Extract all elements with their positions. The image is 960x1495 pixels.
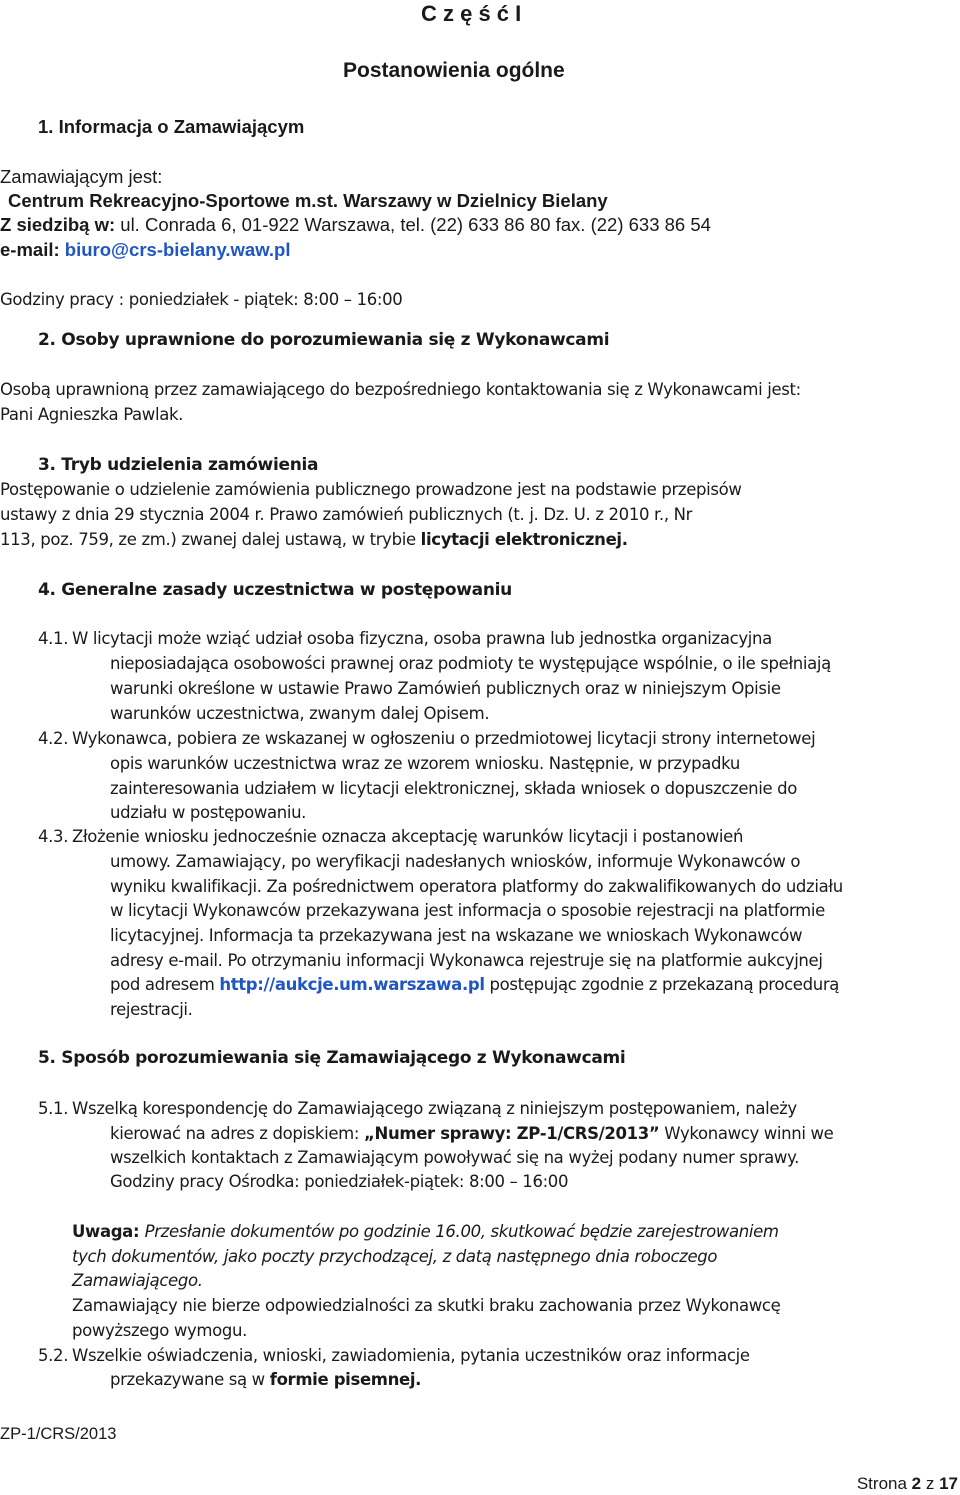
paragraph-4-1-line: W licytacji może wziąć udział osoba fizyczna, osoba prawna lub jednostka organizacyjna (72, 629, 772, 648)
section-5-heading: 5. Sposób porozumiewania się Zamawiającego z Wykonawcami (38, 1048, 626, 1068)
paragraph-5-1-line: Wszelką korespondencję do Zamawiającego związaną z niniejszym postępowaniem, należy (72, 1099, 797, 1118)
paragraph-4-3-number: 4.3. (38, 827, 69, 846)
paragraph-5-1-number: 5.1. (38, 1099, 69, 1118)
auction-mode: licytacji elektronicznej. (420, 530, 628, 549)
auction-platform-link[interactable]: http://aukcje.um.warszawa.pl (219, 975, 485, 994)
office-hours: Godziny pracy : poniedziałek - piątek: 8:00 – 16:00 (0, 290, 403, 309)
paragraph-4-3-line: w licytacji Wykonawców przekazywana jest informacja o sposobie rejestracji na platformie (110, 901, 825, 920)
page-label: Strona (856, 1474, 912, 1493)
note-line-2: tych dokumentów, jako poczty przychodzącej, z datą następnego dnia roboczego (72, 1247, 718, 1266)
paragraph-4-3-line: umowy. Zamawiający, po weryfikacji nadesłanych wniosków, informuje Wykonawców o (110, 852, 801, 871)
address-line (0, 214, 711, 236)
paragraph-4-3-text: pod adresem (110, 975, 220, 994)
email-link[interactable]: biuro@crs-bielany.waw.pl (64, 239, 291, 260)
paragraph-5-1-line (110, 1124, 833, 1143)
paragraph-4-1-line: nieposiadająca osobowości prawnej oraz podmioty te występujące wspólnie, o ile spełniają (110, 654, 831, 673)
page-number (857, 1474, 958, 1494)
paragraph-4-2-line: opis warunków uczestnictwa wraz ze wzorem wniosku. Następnie, w przypadku (110, 754, 740, 773)
org-name: Centrum Rekreacyjno-Sportowe m.st. Warszawy w Dzielnicy Bielany (8, 190, 608, 211)
paragraph-5-2-line (110, 1370, 421, 1389)
paragraph-5-1-text: Wykonawcy winni we (659, 1124, 834, 1143)
section-4-heading: 4. Generalne zasady uczestnictwa w postępowaniu (38, 580, 512, 600)
page-separator: z (921, 1474, 940, 1493)
paragraph-4-1-number: 4.1. (38, 629, 69, 648)
paragraph-5-2-line: Wszelkie oświadczenia, wnioski, zawiadomienia, pytania uczestników oraz informacje (72, 1346, 750, 1365)
footer-case-number: ZP-1/CRS/2013 (0, 1425, 117, 1443)
note-line-4: Zamawiający nie bierze odpowiedzialności za skutki braku zachowania przez Wykonawcę (72, 1296, 781, 1315)
paragraph-5-1-line: wszelkich kontaktach z Zamawiającym powoływać się na wyżej podany numer sprawy. (110, 1148, 800, 1167)
note-label: Uwaga: (72, 1222, 145, 1241)
paragraph-5-1-line: Godziny pracy Ośrodka: poniedziałek-piątek: 8:00 – 16:00 (110, 1172, 569, 1191)
email-label: e-mail: (0, 239, 65, 260)
section-2-line-1: Osobą uprawnioną przez zamawiającego do bezpośredniego kontaktowania się z Wykonawcami jest: (0, 380, 801, 399)
email-line (0, 239, 290, 261)
paragraph-4-2-line: Wykonawca, pobiera ze wskazanej w ogłoszeniu o przedmiotowej licytacji strony internetowej (72, 729, 816, 748)
paragraph-4-3-line: rejestracji. (110, 1000, 193, 1019)
paragraph-4-1-line: warunki określone w ustawie Prawo Zamówień publicznych oraz w niniejszym Opisie (110, 679, 781, 698)
paragraph-5-1-text: kierować na adres z dopiskiem: (110, 1124, 364, 1143)
section-3-line-2: ustawy z dnia 29 stycznia 2004 r. Prawo zamówień publicznych (t. j. Dz. U. z 2010 r., Nr (0, 505, 693, 524)
paragraph-4-3-line: wyniku kwalifikacji. Za pośrednictwem operatora platformy do zakwalifikowanych do udziału (110, 877, 843, 896)
note-line-3: Zamawiającego. (72, 1271, 203, 1290)
page-current: 2 (911, 1474, 922, 1493)
paragraph-4-3-line: licytacyjnej. Informacja ta przekazywana jest na wskazane we wnioskach Wykonawców (110, 926, 803, 945)
written-form-label: formie pisemnej. (269, 1370, 422, 1389)
section-3-line-3 (0, 530, 628, 549)
paragraph-5-2-number: 5.2. (38, 1346, 69, 1365)
part-title: C z ę ś ć I (421, 1, 522, 26)
section-3-heading: 3. Tryb udzielenia zamówienia (38, 455, 319, 475)
page-total: 17 (939, 1474, 958, 1493)
paragraph-4-3-text: postępując zgodnie z przekazaną procedurą (484, 975, 840, 994)
section-2-heading: 2. Osoby uprawnione do porozumiewania się z Wykonawcami (38, 330, 610, 350)
section-title: Postanowienia ogólne (343, 59, 565, 82)
paragraph-4-2-number: 4.2. (38, 729, 69, 748)
paragraph-4-3-line (110, 975, 839, 994)
paragraph-4-2-line: udziału w postępowaniu. (110, 803, 307, 822)
section-3-line-3-text: 113, poz. 759, ze zm.) zwanej dalej ustawą, w trybie (0, 530, 421, 549)
address: ul. Conrada 6, 01-922 Warszawa, tel. (22) 633 86 80 fax. (22) 633 86 54 (115, 214, 711, 235)
address-label: Z siedzibą w: (0, 214, 116, 235)
note-text: Przesłanie dokumentów po godzinie 16.00, skutkować będzie zarejestrowaniem (144, 1222, 779, 1241)
note-line-1 (72, 1222, 779, 1241)
intro-text: Zamawiającym jest: (0, 166, 163, 187)
section-1-heading: 1. Informacja o Zamawiającym (38, 116, 305, 137)
paragraph-4-2-line: zainteresowania udziałem w licytacji elektronicznej, składa wniosek o dopuszczenie do (110, 779, 798, 798)
section-2-line-2: Pani Agnieszka Pawlak. (0, 405, 184, 424)
case-number-label: „Numer sprawy: ZP-1/CRS/2013” (364, 1124, 660, 1143)
note-line-5: powyższego wymogu. (72, 1321, 248, 1340)
section-3-line-1: Postępowanie o udzielenie zamówienia publicznego prowadzone jest na podstawie przepisów (0, 480, 742, 499)
paragraph-4-3-line: adresy e-mail. Po otrzymaniu informacji Wykonawca rejestruje się na platformie aukcyjnej (110, 951, 823, 970)
paragraph-5-2-text: przekazywane są w (110, 1370, 270, 1389)
paragraph-4-1-line: warunków uczestnictwa, zwanym dalej Opisem. (110, 704, 490, 723)
paragraph-4-3-line: Złożenie wniosku jednocześnie oznacza akceptację warunków licytacji i postanowień (72, 827, 744, 846)
